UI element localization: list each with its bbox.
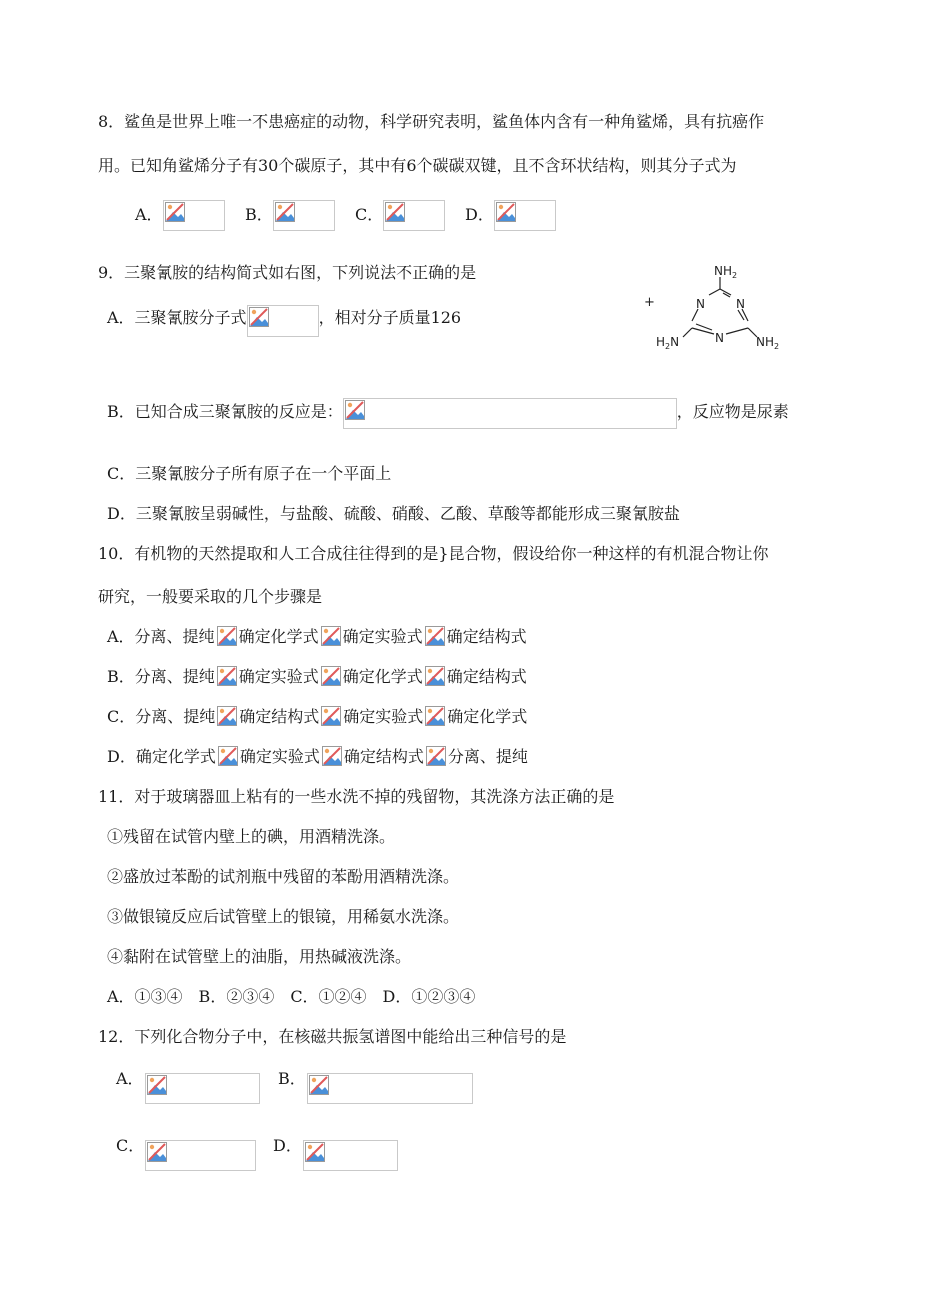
q8-option-d — [465, 200, 556, 231]
q10-option-b-step3: 确定结构式 — [446, 667, 527, 686]
arrow-image-icon — [424, 706, 446, 726]
svg-text:H2N: $H_2N$ — [656, 335, 680, 351]
q12-option-c — [116, 1135, 144, 1157]
broken-image-icon — [275, 202, 295, 222]
q12-option-c-image — [145, 1140, 256, 1171]
q8-option-d-image — [494, 200, 556, 231]
q12-option-a-image — [145, 1073, 260, 1104]
arrow-image-icon — [320, 626, 342, 646]
q10-option-c-step3: 确定化学式 — [447, 707, 528, 726]
broken-image-icon — [165, 202, 185, 222]
q8-option-a — [135, 200, 225, 231]
q10-option-c-prefix: C．分离、提纯 — [107, 707, 216, 726]
q10-option-d-step2: 确定结构式 — [343, 747, 424, 766]
q8-stem-line2: 用。已知角鲨烯分子有30个碳原子，其中有6个碳碳双键，且不含环状结构，则其分子式为 — [98, 156, 737, 175]
q10-option-a-step2: 确定实验式 — [342, 627, 423, 646]
q12-stem: 12．下列化合物分子中，在核磁共振氢谱图中能给出三种信号的是 — [98, 1027, 567, 1046]
q9-reaction-image — [343, 398, 677, 429]
structure-n-bottom: N — [715, 331, 724, 345]
arrow-image-icon — [216, 626, 238, 646]
q12-option-d-label: D． — [273, 1136, 302, 1155]
q12-option-a-label: A． — [116, 1069, 144, 1088]
arrow-image-icon — [320, 666, 342, 686]
structure-n-left: N — [696, 297, 705, 311]
structure-nh2-right: NH — [756, 335, 774, 349]
broken-image-icon — [496, 202, 516, 222]
q10-option-c-step2: 确定实验式 — [343, 707, 424, 726]
q9-option-c: C．三聚氰胺分子所有原子在一个平面上 — [107, 464, 392, 483]
q11-item-4: ④黏附在试管壁上的油脂，用热碱液洗涤。 — [107, 947, 412, 966]
q10-option-b-step2: 确定化学式 — [342, 667, 423, 686]
arrow-image-icon — [217, 746, 239, 766]
arrow-image-icon — [424, 666, 446, 686]
q9-option-b-prefix: B．已知合成三聚氰胺的反应是： — [107, 402, 343, 421]
svg-text:NH2: $NH_2$ — [714, 264, 738, 280]
q8-option-a-image — [163, 200, 225, 231]
q10-stem-line2: 研究，一般要采取的几个步骤是 — [98, 587, 323, 606]
q10-option-b-prefix: B．分离、提纯 — [107, 667, 215, 686]
broken-image-icon — [305, 1142, 325, 1162]
q11-item-3: ③做银镜反应后试管壁上的银镜，用稀氨水洗涤。 — [107, 907, 460, 926]
broken-image-icon — [249, 307, 269, 327]
q8-option-d-label: D． — [465, 205, 494, 224]
broken-image-icon — [147, 1075, 167, 1095]
q8-option-c-label: C． — [355, 205, 384, 224]
arrow-image-icon — [425, 746, 447, 766]
q9-option-b — [107, 398, 789, 429]
q8-option-b — [245, 200, 335, 231]
q9-option-b-suffix: ，反应物是尿素 — [676, 402, 789, 421]
q8-option-b-image — [273, 200, 335, 231]
q11-stem: 11．对于玻璃器皿上粘有的一些水洗不掉的残留物，其洗涤方法正确的是 — [98, 787, 615, 806]
q8-stem-line1: 8．鲨鱼是世界上唯一不患癌症的动物，科学研究表明，鲨鱼体内含有一种角鲨烯，具有抗癌作 — [98, 112, 765, 131]
q9-option-a-prefix: A．三聚氰胺分子式 — [107, 308, 247, 327]
q12-option-a — [116, 1068, 144, 1090]
q8-option-c — [355, 200, 445, 231]
q10-option-a-step1: 确定化学式 — [238, 627, 319, 646]
q12-option-c-label: C． — [116, 1136, 145, 1155]
q9-option-a-suffix: ，相对分子质量126 — [318, 308, 462, 327]
q10-option-b-step1: 确定实验式 — [238, 667, 319, 686]
broken-image-icon — [309, 1075, 329, 1095]
q10-option-a-step3: 确定结构式 — [446, 627, 527, 646]
q9-option-d: D．三聚氰胺呈弱碱性，与盐酸、硫酸、硝酸、乙酸、草酸等都能形成三聚氰胺盐 — [107, 504, 680, 523]
q8-option-a-label: A． — [135, 205, 163, 224]
arrow-image-icon — [320, 706, 342, 726]
q10-option-a-prefix: A．分离、提纯 — [107, 627, 215, 646]
q8-option-c-image — [383, 200, 445, 231]
structure-plus: + — [644, 295, 655, 310]
q10-option-c-step1: 确定结构式 — [239, 707, 320, 726]
q10-option-d-prefix: D．确定化学式 — [107, 747, 216, 766]
q9-formula-image — [247, 305, 319, 337]
structure-n-right: N — [736, 297, 745, 311]
q10-option-b — [107, 666, 527, 688]
q8-option-b-label: B． — [245, 205, 273, 224]
q10-option-d-step1: 确定实验式 — [239, 747, 320, 766]
q10-option-c — [107, 706, 527, 728]
q12-option-d — [273, 1135, 302, 1157]
arrow-image-icon — [321, 746, 343, 766]
melamine-structure — [640, 258, 800, 358]
svg-text:NH2: $NH_2$ — [756, 335, 780, 351]
q12-option-b — [278, 1068, 306, 1090]
q9-option-a — [107, 305, 461, 337]
q12-option-d-image — [303, 1140, 398, 1171]
q9-stem: 9．三聚氰胺的结构简式如右图，下列说法不正确的是 — [98, 263, 477, 282]
q11-item-2: ②盛放过苯酚的试剂瓶中残留的苯酚用酒精洗涤。 — [107, 867, 460, 886]
arrow-image-icon — [216, 706, 238, 726]
broken-image-icon — [385, 202, 405, 222]
q10-stem-line1: 10．有机物的天然提取和人工合成往往得到的是}昆合物，假设给你一种这样的有机混合物让你 — [98, 544, 769, 563]
q11-item-1: ①残留在试管内壁上的碘，用酒精洗涤。 — [107, 827, 396, 846]
arrow-image-icon — [216, 666, 238, 686]
q11-answers: A．①③④ B．②③④ C．①②④ D．①②③④ — [107, 987, 476, 1006]
q10-option-a — [107, 626, 527, 648]
structure-nh2-top: NH — [714, 264, 732, 278]
q12-option-b-image — [307, 1073, 473, 1104]
q10-option-d — [107, 746, 528, 768]
q12-option-b-label: B． — [278, 1069, 306, 1088]
broken-image-icon — [147, 1142, 167, 1162]
q10-option-d-step3: 分离、提纯 — [447, 747, 528, 766]
structure-h2n-left: H — [656, 335, 666, 349]
arrow-image-icon — [424, 626, 446, 646]
broken-image-icon — [345, 400, 365, 420]
